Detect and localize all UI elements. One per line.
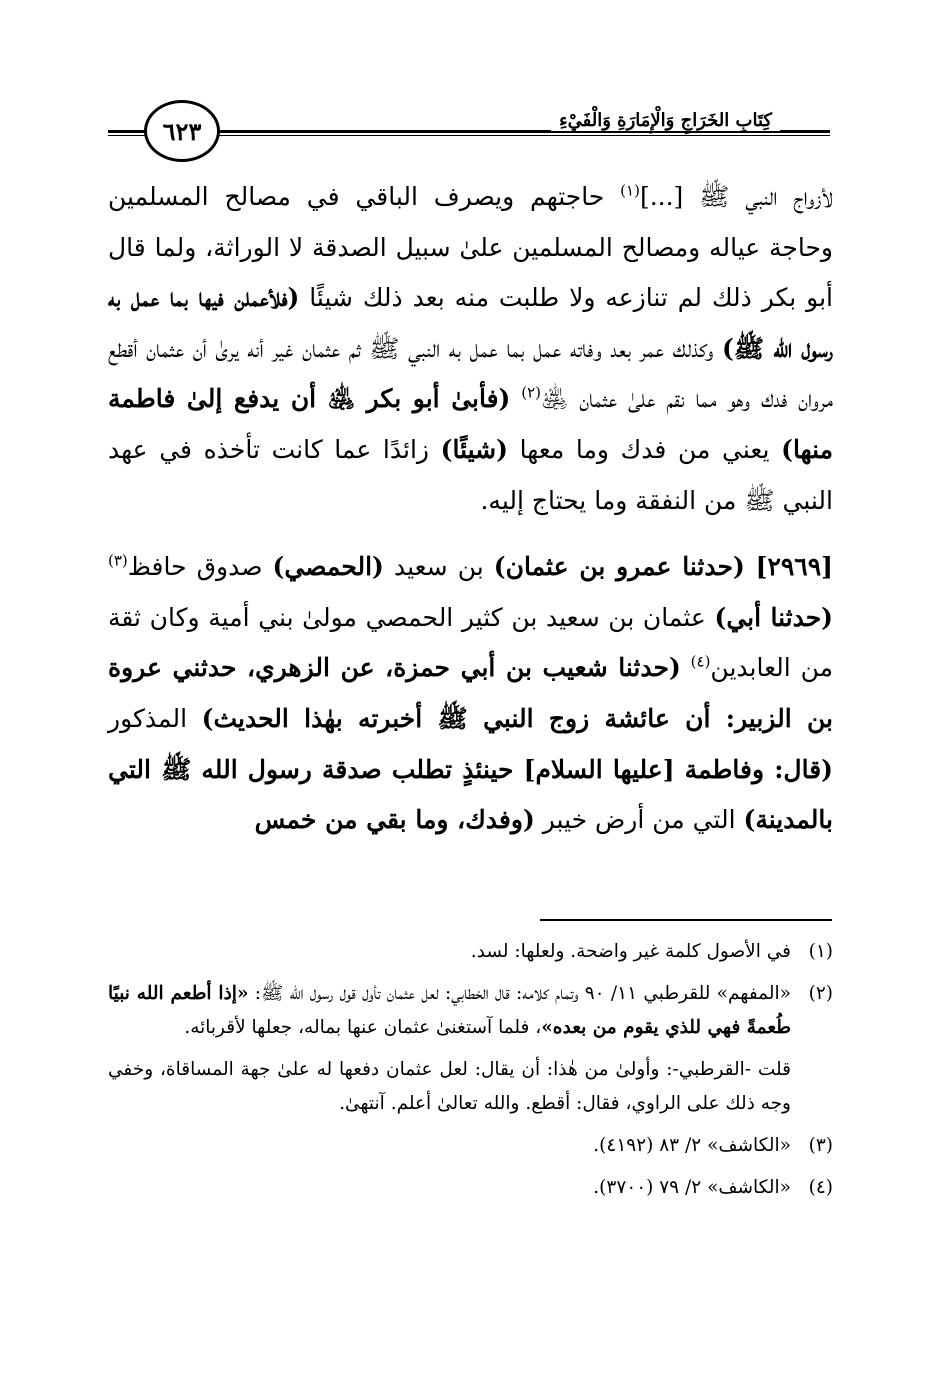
hadith-quote: (قال: وفاطمة [عليها السلام] حينئذٍ تطلب صدقة رسول الله ﷺ التي بالمدينة): [108, 754, 833, 835]
footnote-ref-1: (١): [620, 181, 640, 200]
text-run: زائدًا عما كانت تأخذه في عهد النبي ﷺ من النفقة وما يحتاج إليه.: [108, 434, 833, 515]
footnote-ref-4: (٤): [690, 653, 711, 672]
hadith-quote: (فأبىٰ أبو بكر ﵁ أن يدفع إلىٰ فاطمة منها): [108, 384, 834, 464]
text-run: ، فلما آستغنىٰ عثمان عنها بماله، جعلها لأقربائه.: [184, 1017, 542, 1038]
footnote-text: «الكاشف» ٢/ ٨٣ (٤١٩٢).: [593, 1135, 791, 1156]
footnote-number: (٢): [808, 983, 833, 1004]
running-title: كِتَابِ الخَرَاجِ وَالْإِمَارَةِ وَالْفَيْءِ: [551, 110, 780, 131]
paragraph-commentary: [108, 172, 833, 526]
hadith-quote: «إذا أطعم الله نبيًا طُعمةً فهي للذي يقوم من بعده»: [108, 983, 791, 1038]
footnote-text: «الكاشف» ٢/ ٧٩ (٣٧٠٠).: [593, 1177, 791, 1198]
text-run: «المفهم» للقرطبي ١١/ ٩٠ وتمام كلامه: قال الخطابي: لعل عثمان تأول قول رسول الله ﷺ:: [248, 983, 791, 1004]
main-text: [108, 172, 833, 846]
page-number: ٦٢٣: [144, 100, 220, 162]
text-run: المذكور: [108, 703, 202, 733]
footnotes: [108, 935, 833, 1213]
hadith-quote: (فلأعملن فيها بما عمل به رسول الله ﷺ): [108, 283, 833, 363]
hadith-quote: (شيئًا): [440, 434, 508, 464]
text-run: لأزواج النبي ﷺ [...]: [639, 182, 833, 211]
footnote-2-continuation: قلت -القرطبي-: وأولىٰ من هٰذا: أن يقال: لعل عثمان دفعها له علىٰ جهة المساقاة، وخفي وجه ذلك على الراوي، فقال: أقطع. والله تعالىٰ أعلم. آنتهىٰ.: [108, 1059, 791, 1114]
text-run: التي من أرض خيبر: [534, 805, 744, 835]
text-run: [681, 653, 691, 682]
text-run: عثمان بن سعيد بن كثير الحمصي مولىٰ بني أمية وكان ثقة من العابدين: [108, 602, 834, 683]
paragraph-hadith-2969: [108, 542, 833, 846]
footnote-1: [108, 935, 833, 969]
hadith-quote: (حدثنا أبي): [714, 602, 833, 632]
hadith-quote: (وفدك، وما بقي من خمس: [254, 805, 535, 835]
footnote-separator: [540, 919, 832, 921]
footnote-text: [108, 977, 791, 1045]
footnote-ref-2: (٢): [521, 384, 542, 403]
text-run: [510, 384, 521, 413]
hadith-number-quote: [٢٩٦٩] (حدثنا عمرو بن عثمان): [493, 552, 833, 582]
text-run: وكذلك عمر بعد وفاته عمل بما عمل به النبي ﷺ ثم عثمان غير أنه يرىٰ أن عثمان أقطع مروان فدك وهو مما نقم علىٰ عثمان ﵁: [108, 333, 834, 414]
footnote-number: (٣): [808, 1135, 833, 1156]
hadith-quote: (الحمصي): [272, 552, 384, 582]
text-run: يعني من فدك وما معها: [507, 434, 782, 464]
hadith-quote: (حدثنا شعيب بن أبي حمزة، عن الزهري، حدثني عروة بن الزبير: أن عائشة زوج النبي ﷺ أخبرته بهٰذا الحديث): [108, 653, 834, 733]
footnote-ref-3: (٣): [108, 551, 128, 570]
footnote-4: [108, 1171, 833, 1205]
footnote-3: [108, 1129, 833, 1163]
text-run: صدوق حافظ: [127, 552, 273, 582]
footnote-text: في الأصول كلمة غير واضحة. ولعلها: لسد.: [470, 941, 791, 962]
footnote-number: (١): [808, 941, 833, 962]
footnote-2: [108, 977, 833, 1045]
page-header: [108, 100, 830, 158]
text-run: حاجتهم ويصرف الباقي في مصالح المسلمين وحاجة عياله ومصالح المسلمين علىٰ سبيل الصدقة لا الوراثة، ولما قال أبو بكر ذلك لم تنازعه ولا طلبت منه بعد ذلك شيئًا: [108, 182, 833, 313]
footnote-number: (٤): [808, 1177, 833, 1198]
text-run: بن سعيد: [383, 552, 494, 582]
